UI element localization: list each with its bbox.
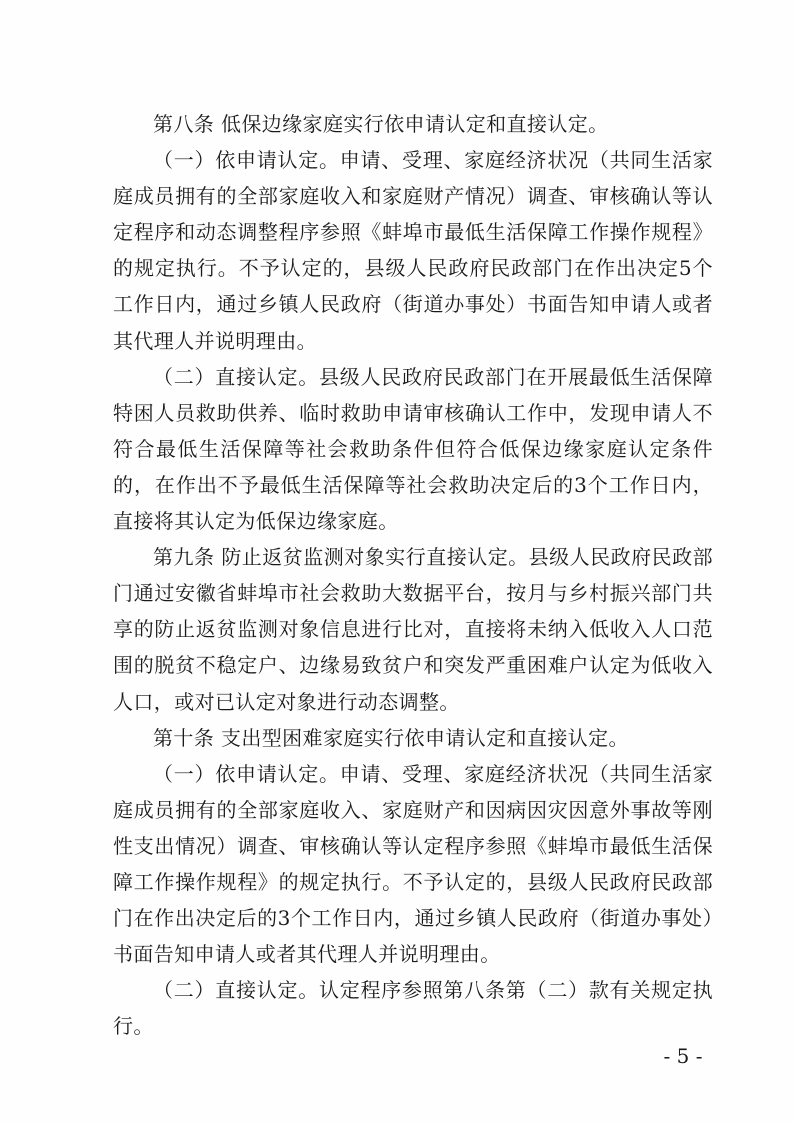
article-9-paragraph: 第九条 防止返贫监测对象实行直接认定。县级人民政府民政部门通过安徽省蚌埠市社会救助大数据平台，按月与乡村振兴部门共享的防止返贫监测对象信息进行比对，直接将未纳入低收入人口范围的脱贫不稳定户、边缘易致贫户和突发严重困难户认定为低收入人口，或对已认定对象进行动态调整。 — [113, 545, 713, 714]
article-8-clause-2: （二）直接认定。县级人民政府民政部门在开展最低生活保障特困人员救助供养、临时救助申请审核确认工作中，发现申请人不符合最低生活保障等社会救助条件但符合低保边缘家庭认定条件的，在作出不予最低生活保障等社会救助决定后的3个工作日内，直接将其认定为低保边缘家庭。 — [113, 364, 713, 534]
document-body — [113, 106, 713, 1044]
article-10-clause-2: （二）直接认定。认定程序参照第八条第（二）款有关规定执行。 — [113, 978, 713, 1039]
article-8-clause-1: （一）依申请认定。申请、受理、家庭经济状况（共同生活家庭成员拥有的全部家庭收入和家庭财产情况）调查、审核确认等认定程序和动态调整程序参照《蚌埠市最低生活保障工作操作规程》的规定执行。不予认定的，县级人民政府民政部门在作出决定5个工作日内，通过乡镇人民政府（街道办事处）书面告知申请人或者其代理人并说明理由。 — [113, 148, 713, 353]
article-10-clause-1: （一）依申请认定。申请、受理、家庭经济状况（共同生活家庭成员拥有的全部家庭收入、家庭财产和因病因灾因意外事故等刚性支出情况）调查、审核确认等认定程序参照《蚌埠市最低生活保障工作操作规程》的规定执行。不予认定的，县级人民政府民政部门在作出决定后的3个工作日内，通过乡镇人民政府（街道办事处）书面告知申请人或者其代理人并说明理由。 — [113, 761, 713, 967]
page-number: - 5 - — [663, 1044, 703, 1068]
article-8-heading: 第八条 低保边缘家庭实行依申请认定和直接认定。 — [153, 112, 609, 136]
article-10-heading: 第十条 支出型困难家庭实行依申请认定和直接认定。 — [153, 725, 629, 750]
